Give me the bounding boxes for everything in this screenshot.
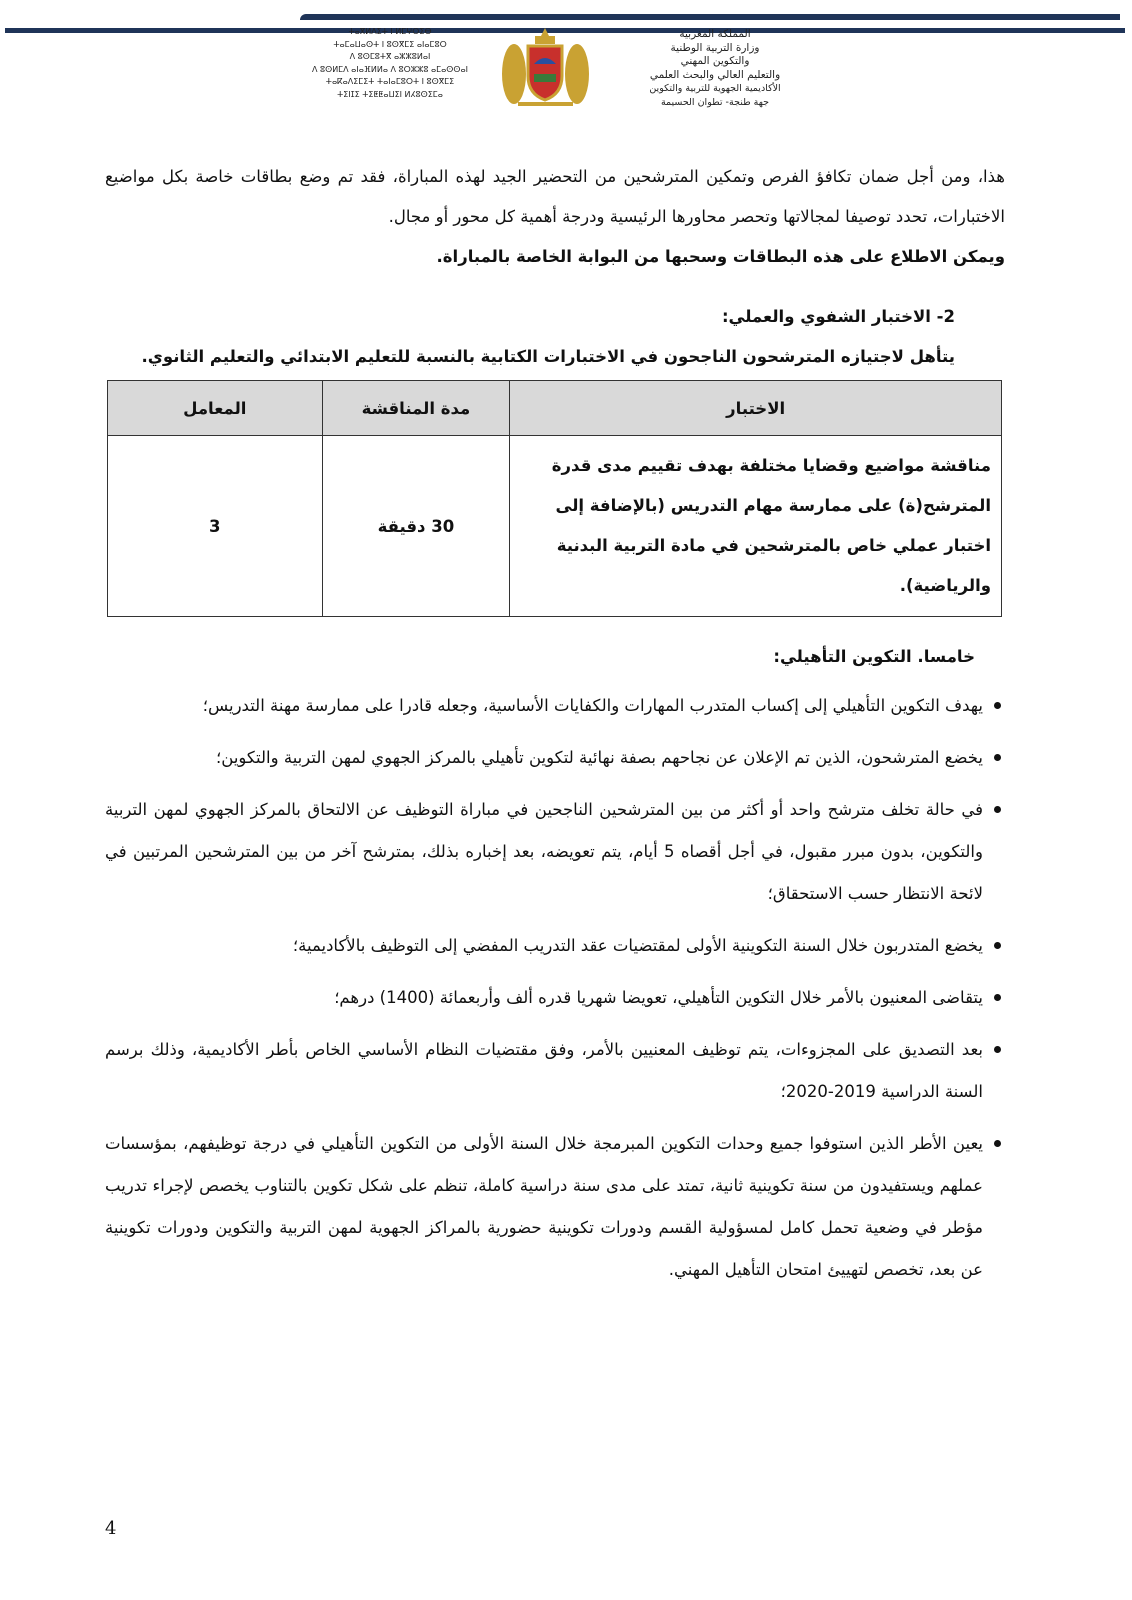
header-line: وزارة التربية الوطنية: [670, 41, 760, 54]
header-line: ⴷ ⵓⵙⵎⵓⵜⴳ ⴰⵣⵣⵓⵍⴰⵏ: [349, 52, 431, 61]
page-number: 4: [105, 1518, 117, 1539]
table-header-row: [108, 381, 1002, 436]
header-line: جهة طنجة- تطوان الحسيمة: [660, 96, 770, 108]
list-item: يعين الأطر الذين استوفوا جميع وحدات التكوين المبرمجة خلال السنة الأولى من التكوين التأهيلي في درجة توظيفهم، بمؤسسات عملهم ويستفيدون من سنة تكوينية ثانية، تمتد على مدى سنة دراسية كاملة، تنظم على شكل تكوين بالتناوب يخصص لإجراء تدريب مؤطر في وضعية تحمل كامل لمسؤولية القسم ودورات تكوينية حضورية بالمراكز الجهوية لمهن التربية والتكوين ودورات تكوينية عن بعد، تخصص لتهييئ امتحان التأهيل المهني.: [105, 1123, 1005, 1291]
header-line: ⵜⵉⵏⵊⵉ ⵜⵉⵟⵟⴰⵡⵉⵏ ⵍⵃⵓⵙⵉⵎⴰ: [337, 89, 443, 99]
intro-note: ويمكن الاطلاع على هذه البطاقات وسحبها من البوابة الخاصة بالمباراة.: [436, 247, 1005, 266]
cell-coefficient: 3: [108, 436, 323, 617]
column-header-coefficient: المعامل: [108, 381, 323, 436]
list-item: يخضع المتدربون خلال السنة التكوينية الأولى لمقتضيات عقد التدريب المفضي إلى التوظيف بالأكاديمية؛: [105, 925, 1005, 967]
list-item: في حالة تخلف مترشح واحد أو أكثر من بين المترشحين الناجحين في مباراة التوظيف عن الالتحاق بالمركز الجهوي لمهن التربية والتكوين، بدون مبرر مقبول، في أجل أقصاه 5 أيام، يتم تعويضه، بعد إخباره بذلك، بمترشح آخر من بين المترشحين المرتبين في لائحة الانتظار حسب الاستحقاق؛: [105, 789, 1005, 915]
section-subtitle: يتأهل لاجتيازه المترشحون الناجحون في الاختبارات الكتابية بالنسبة للتعليم الابتدائي والتعليم الثانوي.: [141, 347, 955, 366]
header-arabic: [595, 28, 835, 109]
section-training: [105, 637, 1005, 1301]
header-line: والتعليم العالي والبحث العلمي: [649, 68, 781, 81]
cell-test: مناقشة مواضيع وقضايا مختلفة بهدف تقييم مدى قدرة المترشح(ة) على ممارسة مهام التدريس (بالإضافة إلى اختبار عملي خاص بالمترشحين في مادة التربية البدنية والرياضية).: [510, 436, 1002, 617]
section-title: 2- الاختبار الشفوي والعملي:: [721, 307, 955, 326]
header-line: الأكاديمية الجهوية للتربية والتكوين: [649, 83, 781, 94]
header-tifinagh: [280, 26, 500, 101]
intro: [105, 157, 1005, 277]
table-row: [108, 436, 1002, 617]
header-line: ⵜⴰⵎⴰⵡⴰⵙⵜ ⵏ ⵓⵙⴳⵎⵉ ⴰⵏⴰⵎⵓⵔ: [333, 39, 447, 49]
section-title: خامسا. التكوين التأهيلي:: [773, 647, 975, 666]
list-item: بعد التصديق على المجزوءات، يتم توظيف المعنيين بالأمر، وفق مقتضيات النظام الأساسي الخاص بأطر الأكاديمية، وذلك برسم السنة الدراسية 2019-2020؛: [105, 1029, 1005, 1113]
column-header-test: الاختبار: [510, 381, 1002, 436]
list-item: يهدف التكوين التأهيلي إلى إكساب المتدرب المهارات والكفايات الأساسية، وجعله قادرا على ممارسة مهنة التدريس؛: [105, 685, 1005, 727]
header-line: ⵜⴰⴳⵍⴷⵉⵜ ⵏ ⵍⵎⵖⵔⵉⴱ: [348, 27, 432, 36]
column-header-duration: مدة المناقشة: [322, 381, 510, 436]
coat-of-arms-icon: [498, 24, 593, 112]
header-line: ⴷ ⵓⵙⵍⵎⴷ ⴰⵏⴰⴼⵍⵍⴰ ⴷ ⵓⵔⵣⵣⵓ ⴰⵎⴰⵙⵙⴰⵏ: [312, 64, 468, 74]
header-rule-top: [300, 14, 1120, 20]
intro-paragraph: هذا، ومن أجل ضمان تكافؤ الفرص وتمكين المترشحين من التحضير الجيد لهذه المباراة، فقد تم وضع بطاقات خاصة بكل مواضيع الاختبارات، تحدد توصيفا لمجالاتها وتحصر محاورها الرئيسية ودرجة أهمية كل محور أو مجال.: [105, 167, 1005, 226]
header-line: المملكة المغربية: [679, 28, 751, 40]
section-oral-test: [105, 297, 1005, 377]
list-item: يتقاضى المعنيون بالأمر خلال التكوين التأهيلي، تعويضا شهريا قدره ألف وأربعمائة (1400) درهم؛: [105, 977, 1005, 1019]
list-item: يخضع المترشحون، الذين تم الإعلان عن نجاحهم بصفة نهائية لتكوين تأهيلي بالمركز الجهوي لمهن التربية والتكوين؛: [105, 737, 1005, 779]
header-line: والتكوين المهني: [680, 55, 750, 67]
header-line: ⵜⴰⴽⴰⴷⵉⵎⵉⵜ ⵜⴰⵏⴰⵎⵓⵔⵜ ⵏ ⵓⵙⴳⵎⵉ: [325, 77, 455, 86]
oral-test-table: [107, 380, 1002, 617]
training-list: [105, 685, 1005, 1291]
cell-duration: 30 دقيقة: [322, 436, 510, 617]
